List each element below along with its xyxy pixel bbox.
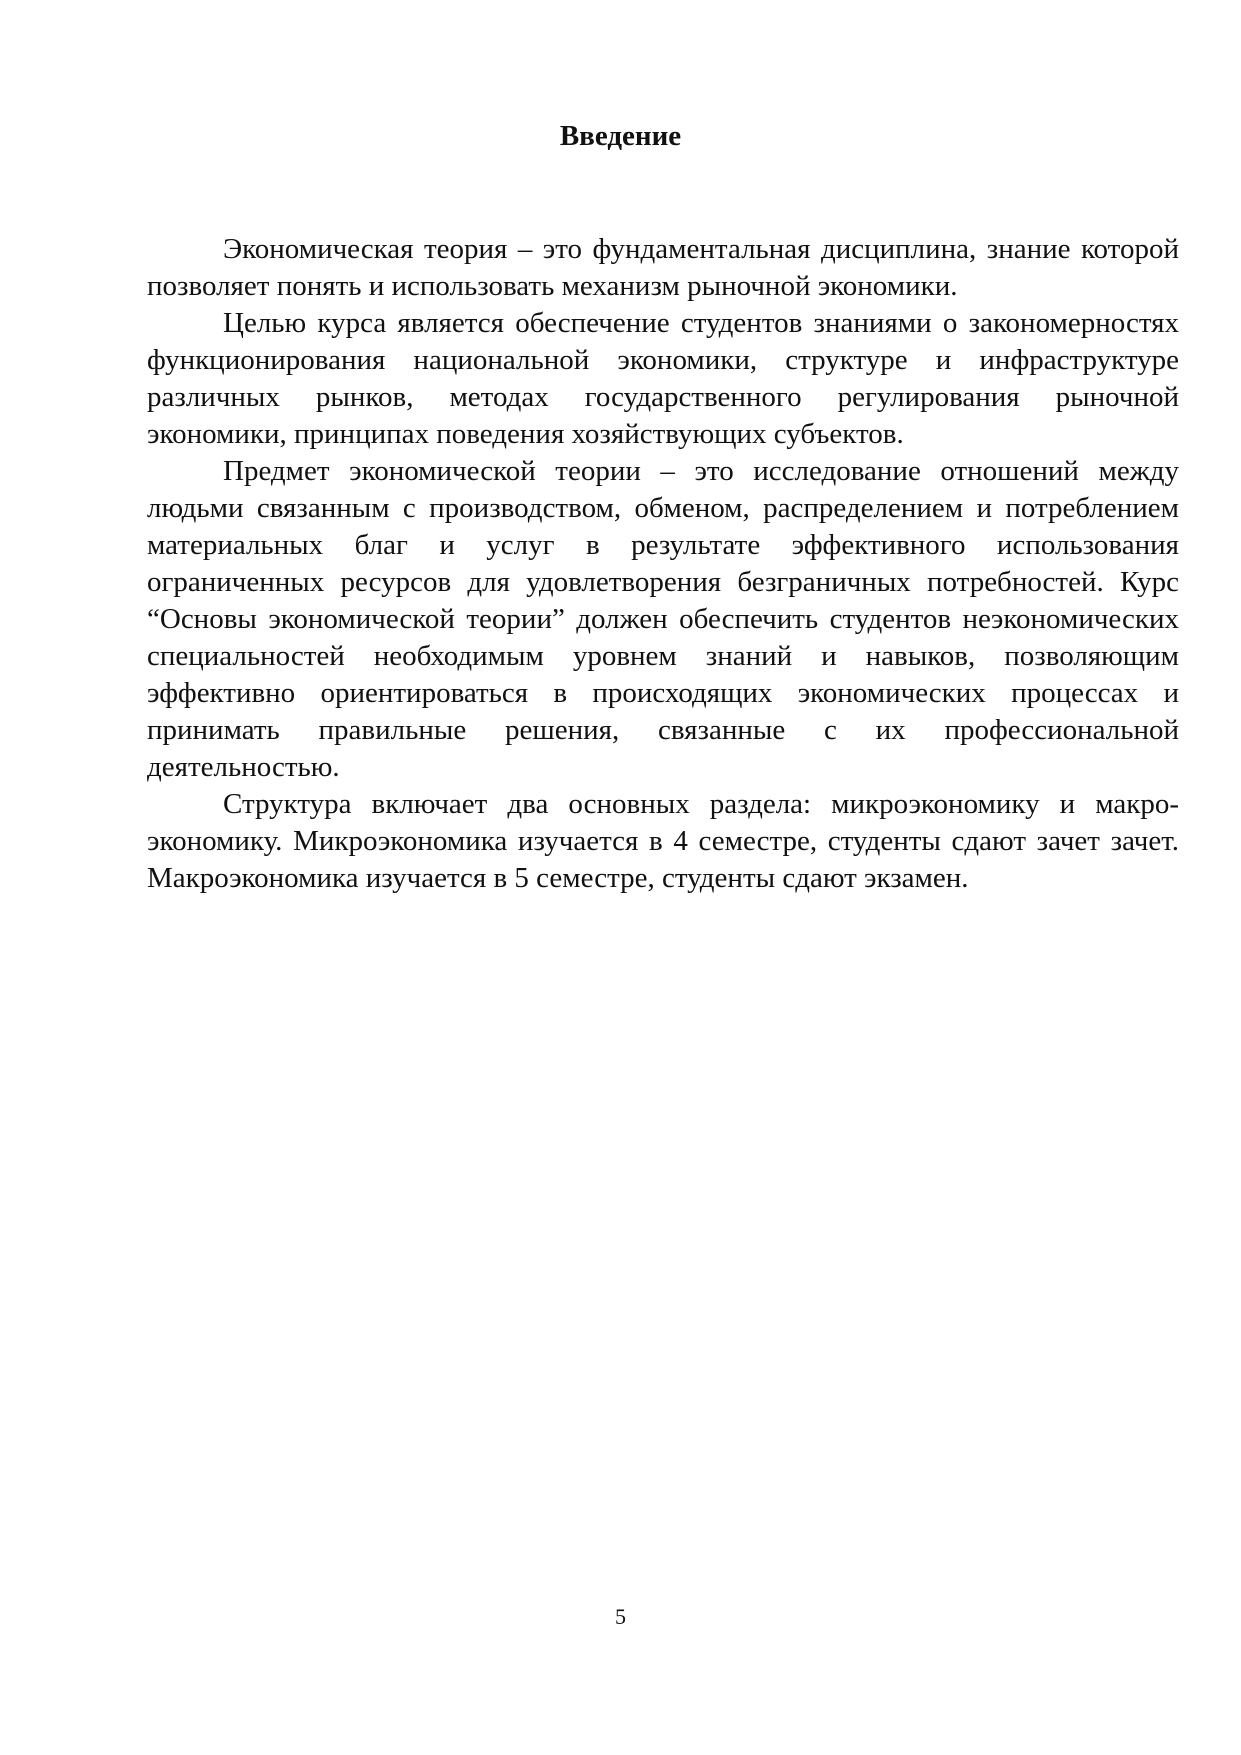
page-title: Введение [559,120,682,152]
paragraph-structure: Структура включает два основных раздела: микроэкономику и макроэкономику. Микроэкономика изучается в 4 семестре, студенты сдают зачет зачет. Макроэкономика изучается в 5 семестре, студенты сдают экзамен. [147,788,1179,894]
body-text [147,231,1179,897]
paragraph-intro: Экономическая теория – это фундаментальная дисциплина, знание которой позволяет понять и использовать механизм рыночной экономики. [147,233,1179,302]
page-number: 5 [615,1604,626,1629]
paragraph-course-goal: Целью курса является обеспечение студентов знаниями о закономерностях функционирования национальной экономики, структуре и инфраструктуре различных рынков, методах государственного регулирования рыночной экономики, принципах поведения хозяйствующих субъектов. [147,307,1179,450]
paragraph-subject: Предмет экономической теории – это исследование отношений между людьми связанным с производством, обменом, распределением и потреблением материальных благ и услуг в результате эффективного использования ограниченных ресурсов для удовлетворения безграничных потребностей. Курс “Основы экономической теории” должен обеспечить студентов неэкономических специальностей необходимым уровнем знаний и навыков, позволяющим эффективно ориентироваться в происходящих экономических процессах и принимать правильные решения, связанные с их профессиональной деятельностью. [147,455,1179,783]
